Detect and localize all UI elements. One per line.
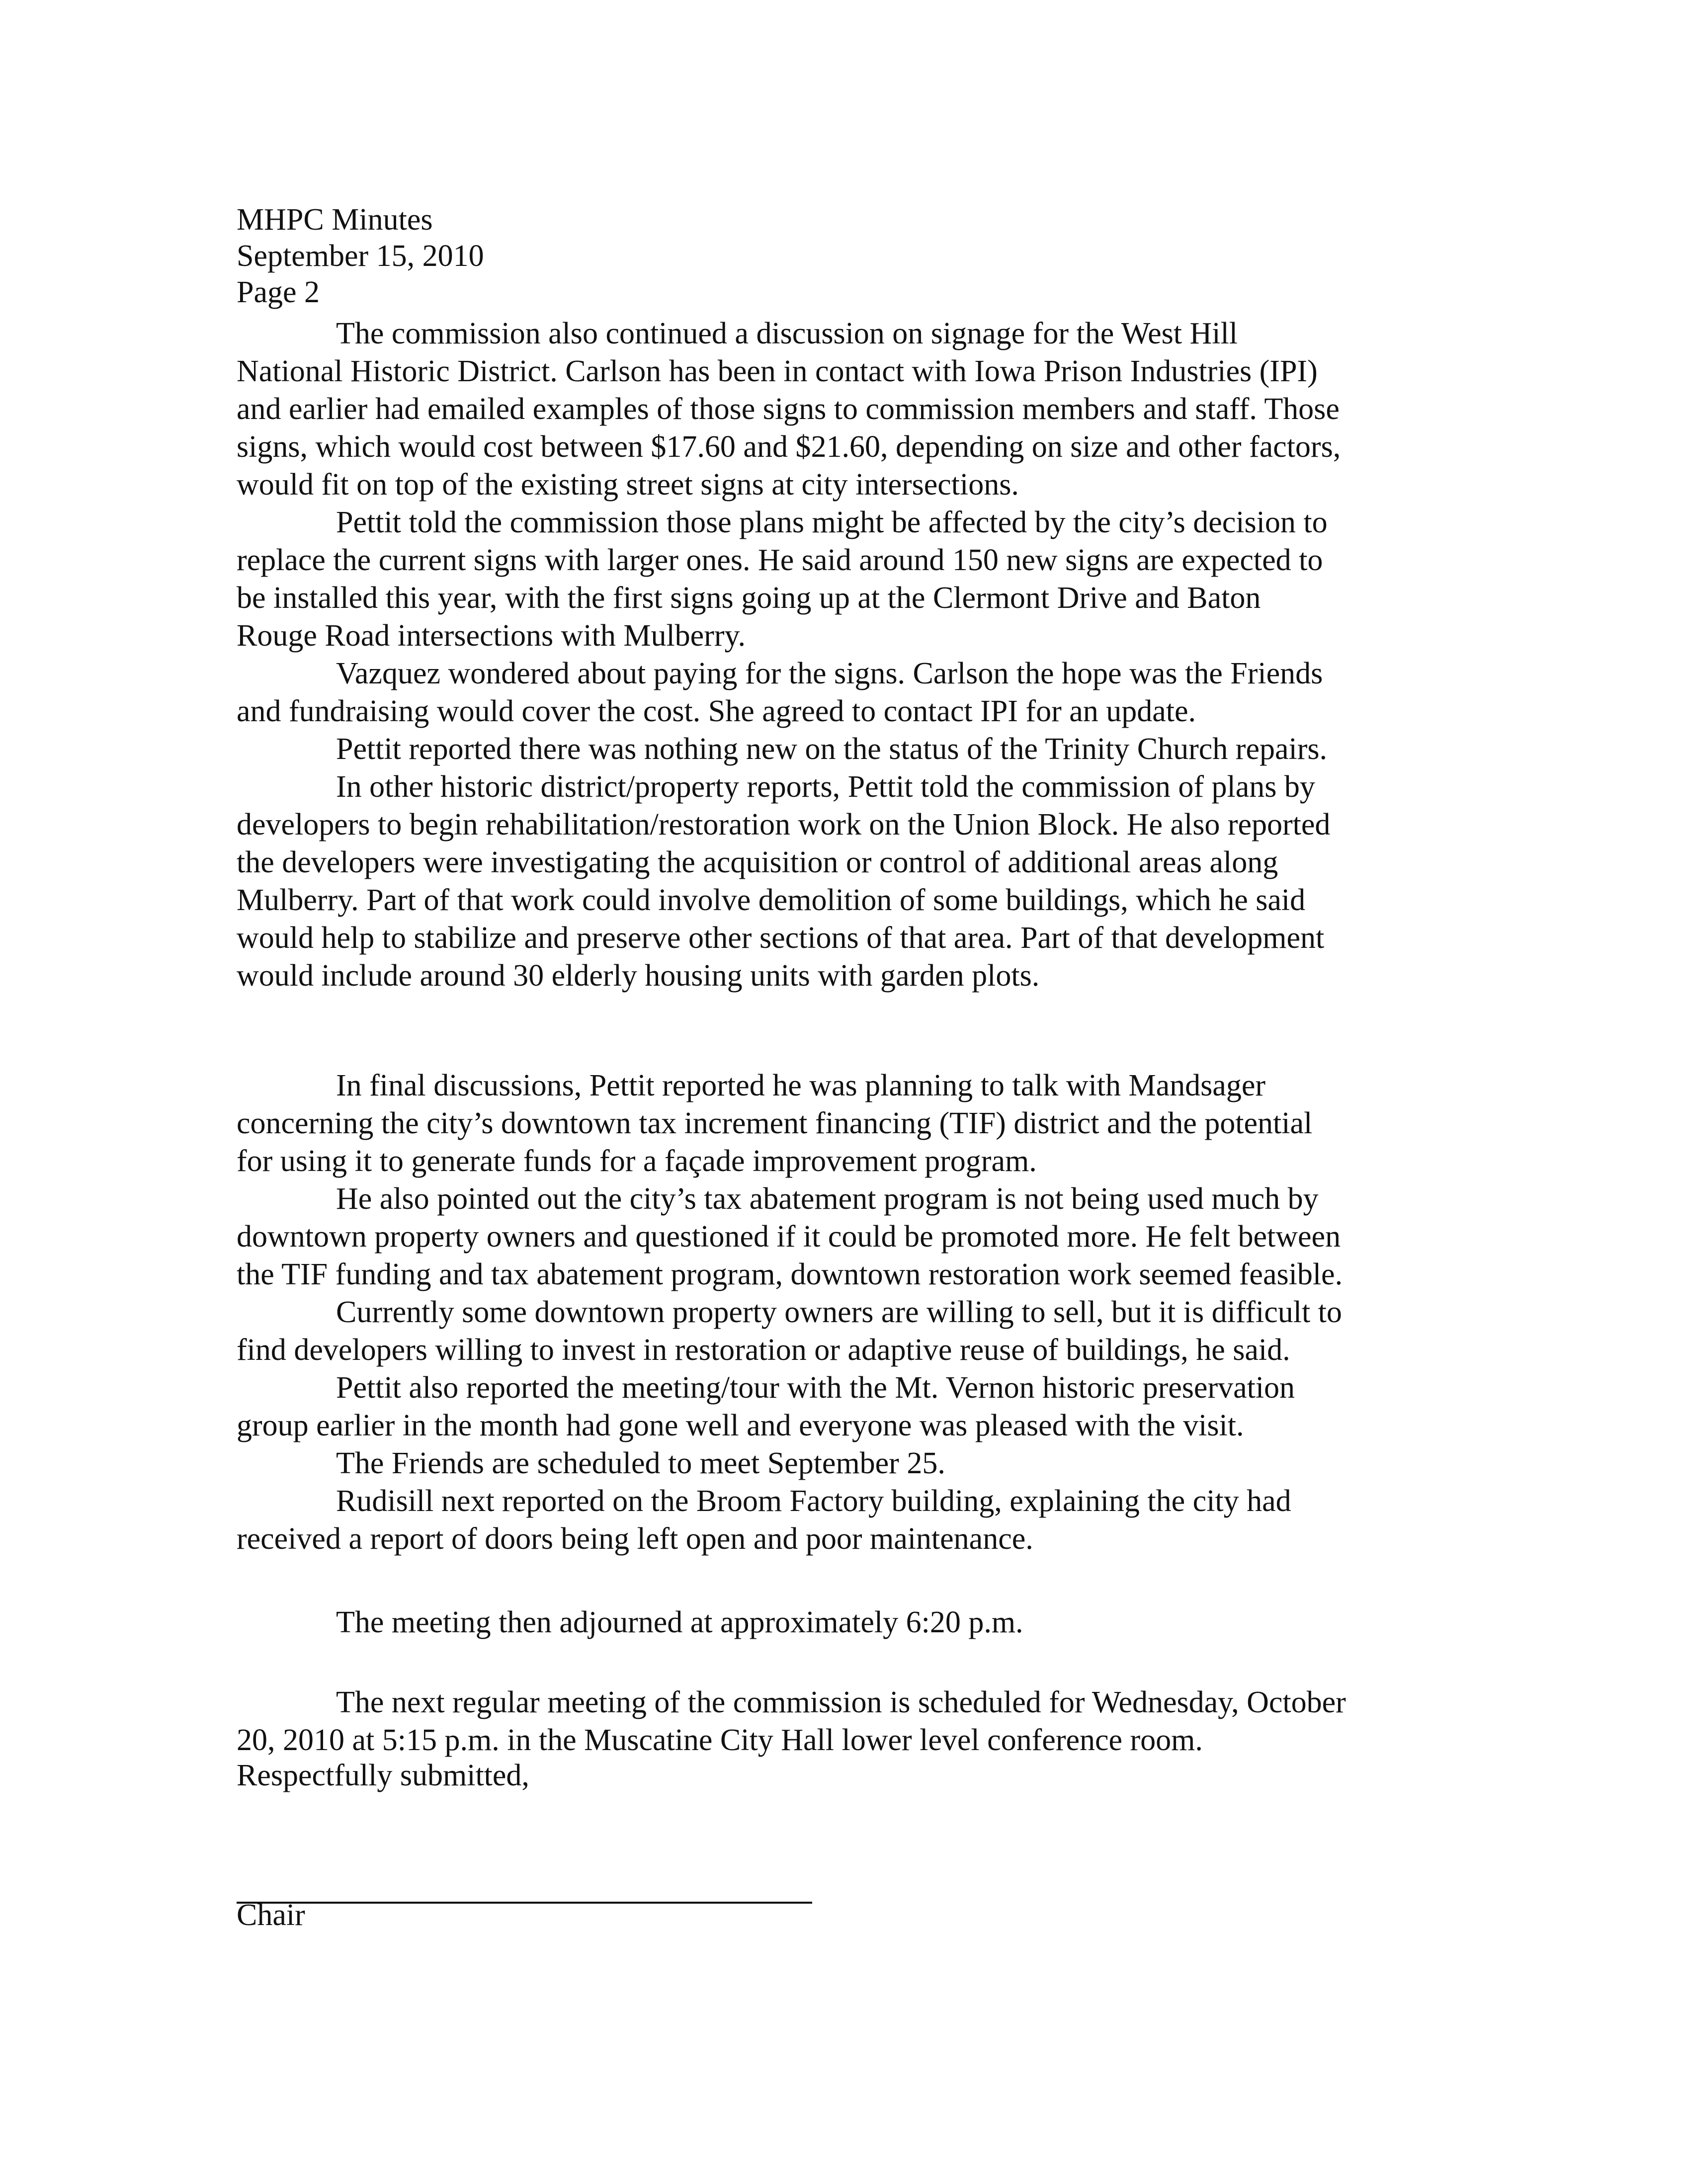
text-line: replace the current signs with larger ones. He said around 150 new signs are expected to xyxy=(237,543,1323,577)
text-line: would help to stabilize and preserve other sections of that area. Part of that development xyxy=(237,921,1325,955)
text-line: National Historic District. Carlson has been in contact with Iowa Prison Industries (IPI) xyxy=(237,354,1318,388)
signature-line xyxy=(237,1902,812,1904)
paragraph xyxy=(237,1293,1343,1369)
text-line: developers to begin rehabilitation/restoration work on the Union Block. He also reported xyxy=(237,808,1331,841)
text-line: the developers were investigating the acquisition or control of additional areas along xyxy=(237,845,1278,879)
text-line: Currently some downtown property owners are willing to sell, but it is difficult to xyxy=(336,1295,1342,1329)
text-line: the TIF funding and tax abatement program, downtown restoration work seemed feasible. xyxy=(237,1258,1343,1291)
paragraph xyxy=(237,1369,1343,1444)
text-line: Vazquez wondered about paying for the signs. Carlson the hope was the Friends xyxy=(336,657,1323,690)
paragraph xyxy=(237,1180,1343,1293)
text-line: Pettit told the commission those plans might be affected by the city’s decision to xyxy=(336,505,1328,539)
text-line: group earlier in the month had gone well and everyone was pleased with the visit. xyxy=(237,1409,1244,1442)
text-line: In final discussions, Pettit reported he was planning to talk with Mandsager xyxy=(336,1069,1265,1102)
paragraph xyxy=(237,655,1341,730)
text-line: In other historic district/property reports, Pettit told the commission of plans by xyxy=(336,770,1315,804)
text-line: 20, 2010 at 5:15 p.m. in the Muscatine City Hall lower level conference room. xyxy=(237,1723,1203,1757)
paragraph xyxy=(237,1067,1343,1180)
paragraph xyxy=(237,1603,1023,1641)
text-line: He also pointed out the city’s tax abatement program is not being used much by xyxy=(336,1182,1319,1216)
text-line: Pettit reported there was nothing new on the status of the Trinity Church repairs. xyxy=(336,732,1327,766)
page-number: Page 2 xyxy=(237,275,320,309)
text-line: downtown property owners and questioned if it could be promoted more. He felt between xyxy=(237,1220,1341,1254)
text-line: and earlier had emailed examples of those signs to commission members and staff. Those xyxy=(237,392,1340,426)
closing-block xyxy=(237,1757,529,1794)
paragraph xyxy=(237,315,1341,504)
meeting-date: September 15, 2010 xyxy=(237,239,484,273)
text-line: Mulberry. Part of that work could involve demolition of some buildings, which he said xyxy=(237,883,1306,917)
text-line: The meeting then adjourned at approximately 6:20 p.m. xyxy=(336,1605,1023,1639)
text-line: and fundraising would cover the cost. She agreed to contact IPI for an update. xyxy=(237,694,1196,728)
text-line: received a report of doors being left open and poor maintenance. xyxy=(237,1522,1033,1556)
text-line: Rudisill next reported on the Broom Factory building, explaining the city had xyxy=(336,1484,1291,1518)
signature-block xyxy=(237,1896,305,1934)
document-title: MHPC Minutes xyxy=(237,203,433,237)
page-header xyxy=(237,202,484,311)
text-line: The Friends are scheduled to meet September 25. xyxy=(336,1446,945,1480)
text-line: Pettit also reported the meeting/tour with the Mt. Vernon historic preservation xyxy=(336,1371,1295,1405)
body-section-1 xyxy=(237,315,1341,995)
body-section-2 xyxy=(237,1067,1343,1558)
paragraph xyxy=(237,1482,1343,1558)
paragraph xyxy=(237,768,1341,995)
paragraph xyxy=(237,504,1341,655)
signature-title: Chair xyxy=(237,1898,305,1932)
text-line: signs, which would cost between $17.60 and $21.60, depending on size and other factors, xyxy=(237,430,1341,464)
adjournment xyxy=(237,1603,1023,1641)
text-line: for using it to generate funds for a façade improvement program. xyxy=(237,1144,1037,1178)
text-line: would fit on top of the existing street signs at city intersections. xyxy=(237,468,1019,502)
next-meeting xyxy=(237,1683,1346,1759)
text-line: would include around 30 elderly housing units with garden plots. xyxy=(237,959,1040,993)
paragraph xyxy=(237,730,1341,768)
text-line: find developers willing to invest in restoration or adaptive reuse of buildings, he said. xyxy=(237,1333,1290,1367)
text-line: concerning the city’s downtown tax increment financing (TIF) district and the potential xyxy=(237,1106,1313,1140)
text-line: Rouge Road intersections with Mulberry. xyxy=(237,619,746,653)
paragraph xyxy=(237,1683,1346,1759)
text-line: be installed this year, with the first signs going up at the Clermont Drive and Baton xyxy=(237,581,1261,615)
closing-text: Respectfully submitted, xyxy=(237,1759,529,1792)
text-line: The next regular meeting of the commission is scheduled for Wednesday, October xyxy=(336,1685,1346,1719)
text-line: The commission also continued a discussion on signage for the West Hill xyxy=(336,317,1238,350)
paragraph xyxy=(237,1444,1343,1482)
